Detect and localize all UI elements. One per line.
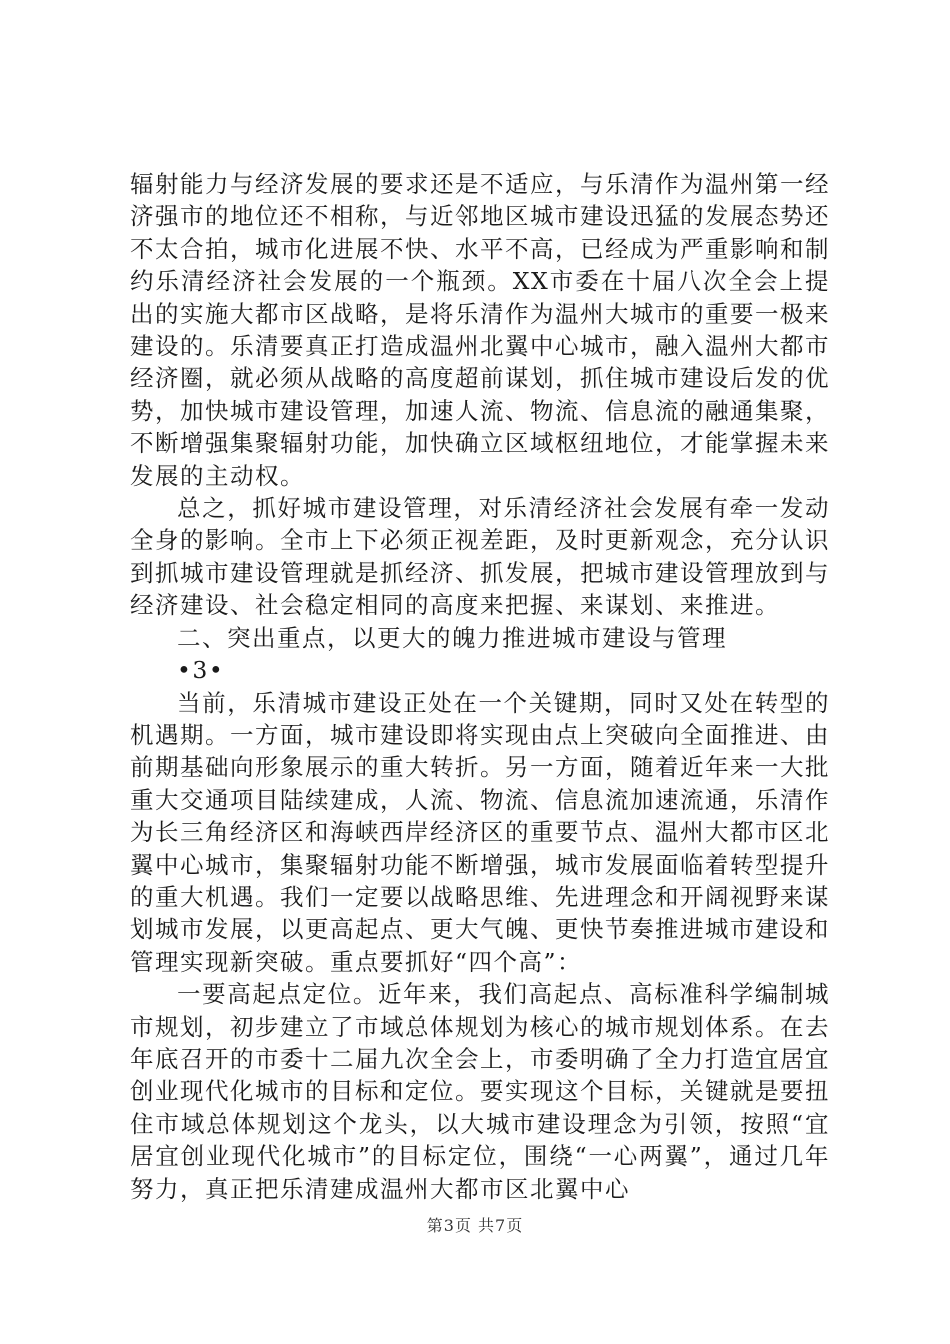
page-footer: 第3页 共7页	[426, 1216, 524, 1235]
paragraph-continuation: 辐射能力与经济发展的要求还是不适应，与乐清作为温州第一经济强市的地位还不相称，与近邻地区城市建设迅猛的发展态势还不太合拍，城市化进展不快、水平不高，已经成为严重影响和制约乐清经济社会发展的一个瓶颈。XX市委在十届八次全会上提出的实施大都市区战略，是将乐清作为温州大城市的重要一极来建设的。乐清要真正打造成温州北翼中心城市，融入温州大都市经济圈，就必须从战略的高度超前谋划，抓住城市建设后发的优势，加快城市建设管理，加速人流、物流、信息流的融通集聚，不断增强集聚辐射功能，加快确立区域枢纽地位，才能掌握未来发展的主动权。	[130, 170, 830, 490]
paragraph-high-starting-point: 一要高起点定位。近年来，我们高起点、高标准科学编制城市规划，初步建立了市域总体规划为核心的城市规划体系。在去年底召开的市委十二届九次全会上，市委明确了全力打造宜居宜创业现代化城市的目标和定位。要实现这个目标，关键就是要扭住市域总体规划这个龙头，以大城市建设理念为引领，按照“宜居宜创业现代化城市”的目标定位，围绕“一心两翼”，通过几年努力，真正把乐清建成温州大都市区北翼中心	[130, 980, 830, 1203]
section-heading: 二、突出重点，以更大的魄力推进城市建设与管理	[177, 623, 727, 652]
paragraph-summary: 总之，抓好城市建设管理，对乐清经济社会发展有牵一发动全身的影响。全市上下必须正视差距，及时更新观念，充分认识到抓城市建设管理就是抓经济、抓发展，把城市建设管理放到与经济建设、社会稳定相同的高度来把握、来谋划、来推进。	[130, 494, 830, 620]
paragraph-current-situation: 当前，乐清城市建设正处在一个关键期，同时又处在转型的机遇期。一方面，城市建设即将实现由点上突破向全面推进、由前期基础向形象展示的重大转折。另一方面，随着近年来一大批重大交通项目陆续建成，人流、物流、信息流加速流通，乐清作为长三角经济区和海峡西岸经济区的重要节点、温州大都市区北翼中心城市，集聚辐射功能不断增强，城市发展面临着转型提升的重大机遇。我们一定要以战略思维、先进理念和开阔视野来谋划城市发展，以更高起点、更大气魄、更快节奏推进城市建设和管理实现新突破。重点要抓好“四个高”：	[130, 688, 830, 976]
document-body	[130, 168, 830, 1205]
inline-page-marker: •3•	[177, 656, 225, 685]
